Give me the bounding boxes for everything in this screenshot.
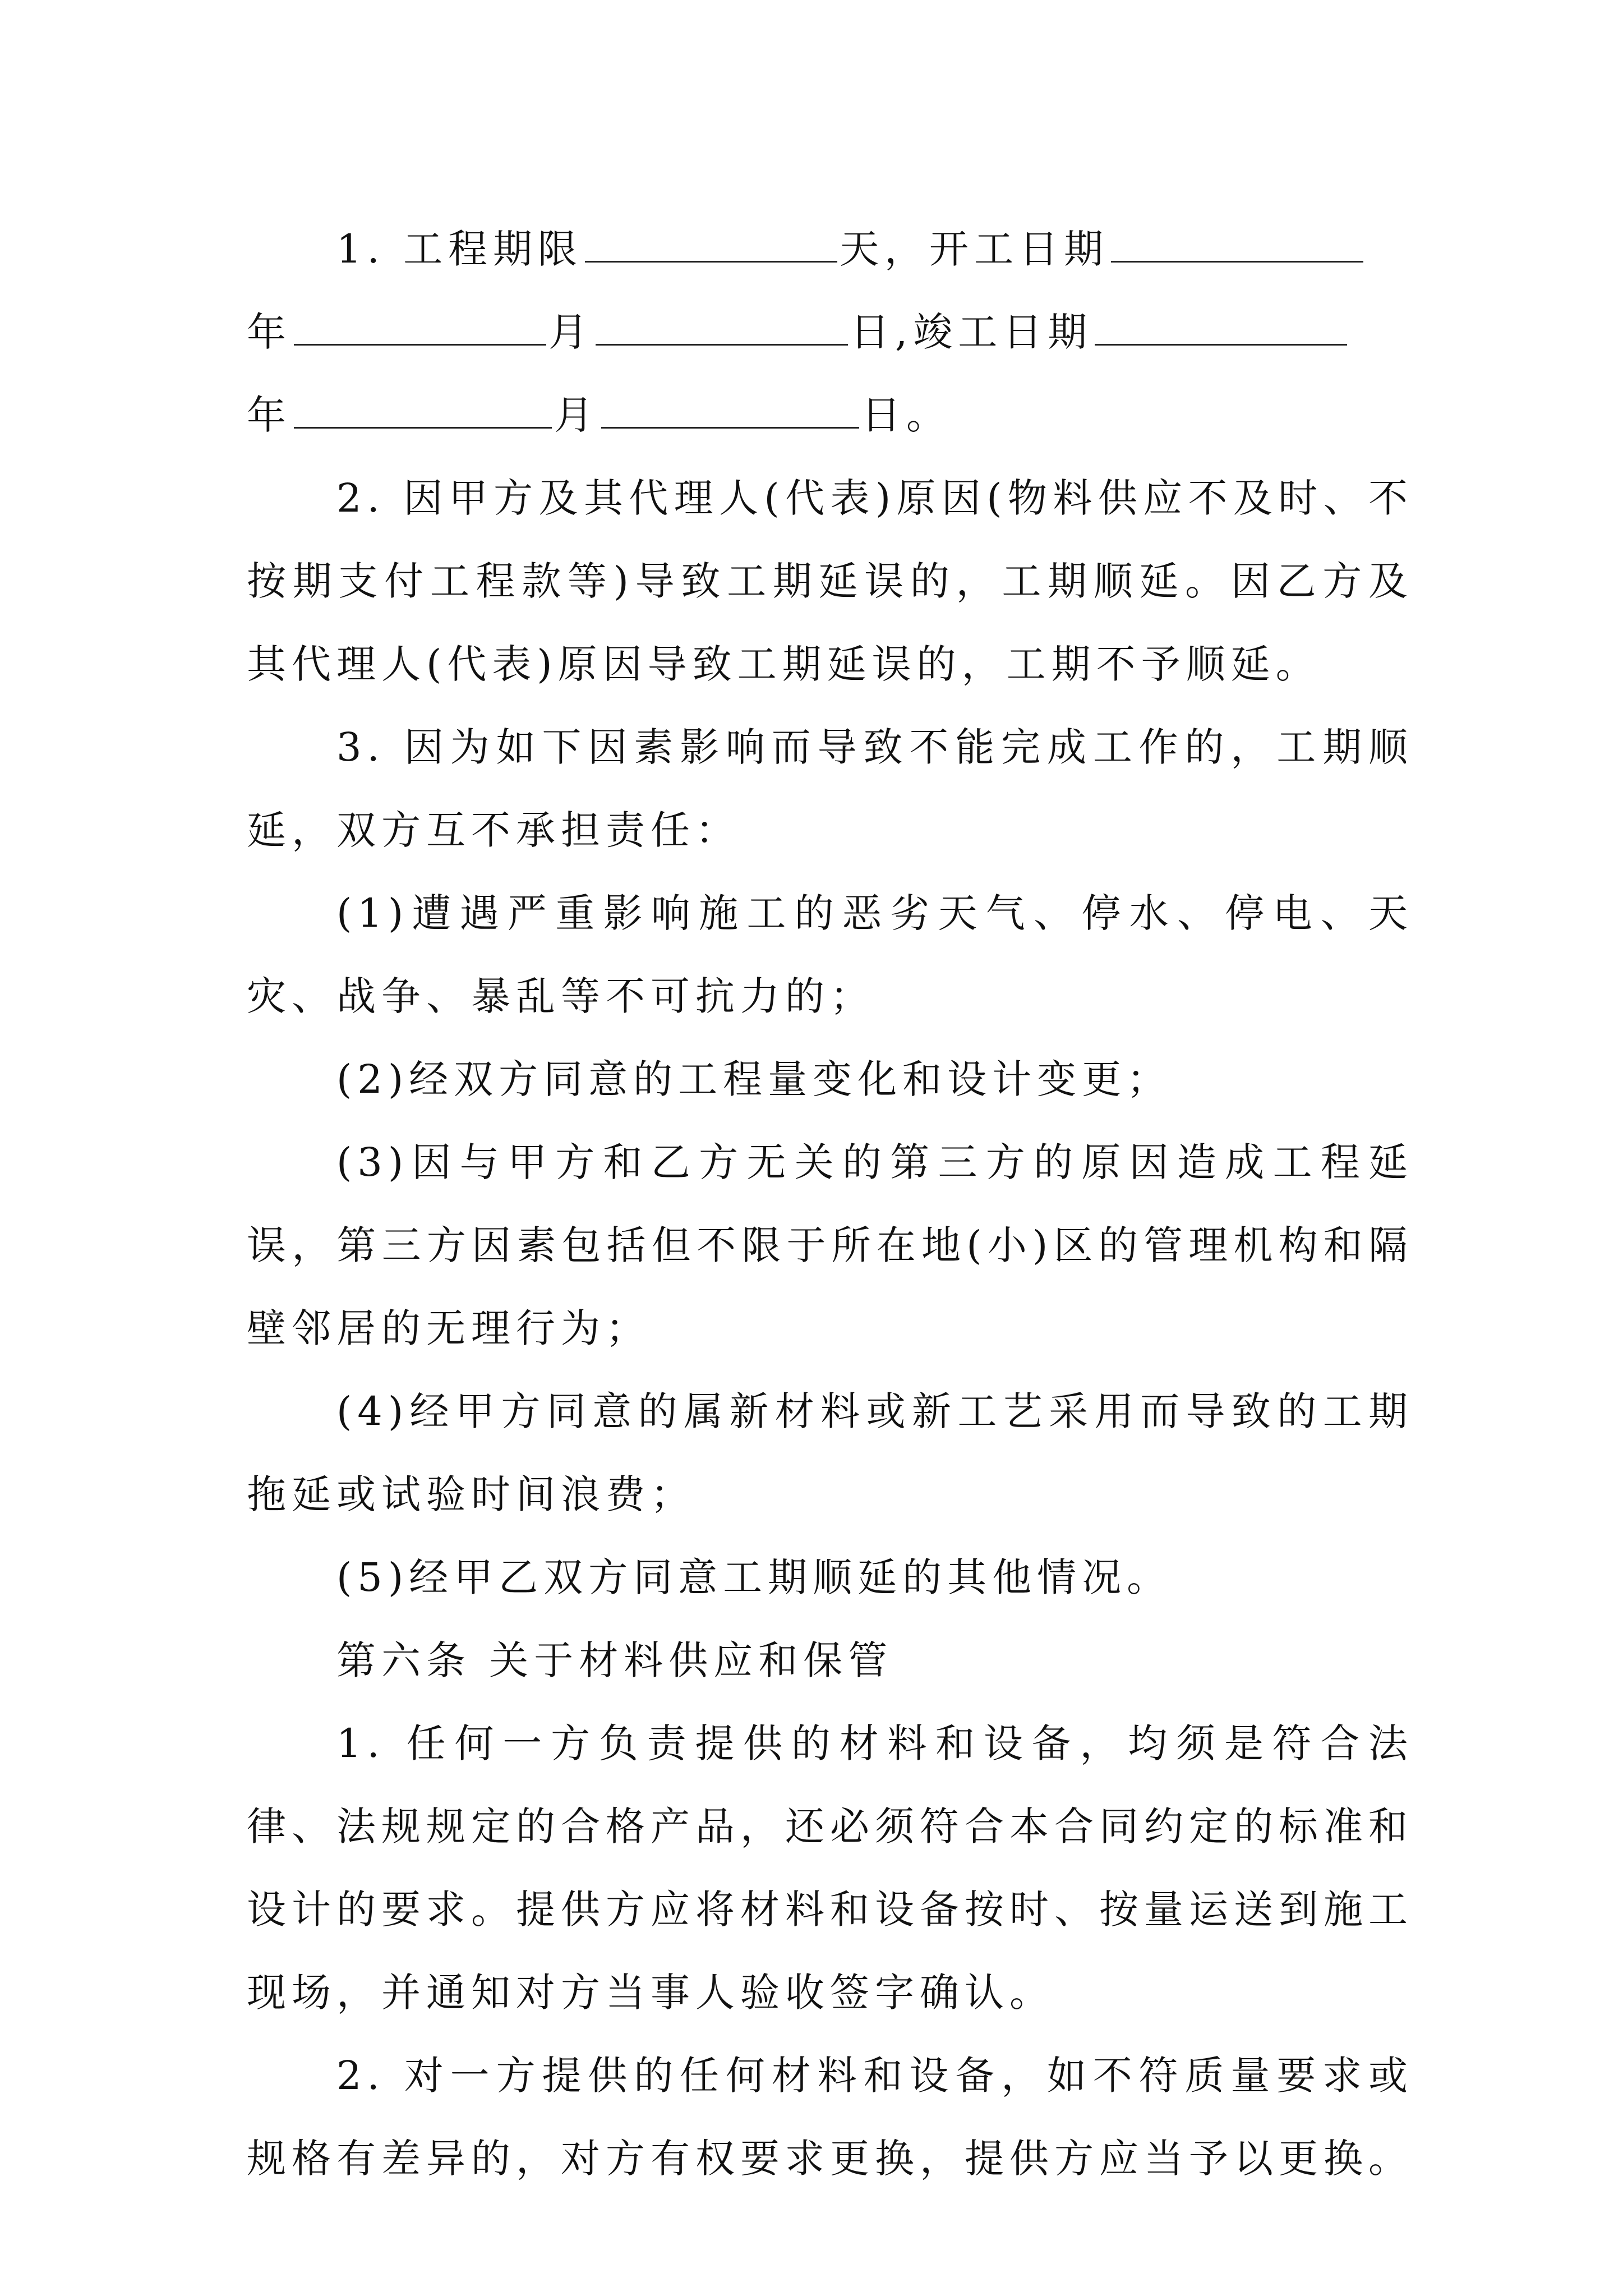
label-year: 年 (247, 392, 292, 438)
label-month: 月 (548, 309, 593, 355)
schedule-line-3 (247, 374, 1413, 457)
paragraph-material-quality: 1. 任何一方负责提供的材料和设备，均须是符合法律、法规规定的合格产品，还必须符合本合同约定的标准和设计的要求。提供方应将材料和设备按时、按量运送到施工现场，并通知对方当事人验收签字确认。 (247, 1720, 1413, 2016)
document-page (247, 208, 1413, 2200)
paragraph-material-replacement: 2. 对一方提供的任何材料和设备，如不符质量要求或规格有差异的，对方有权要求更换，提供方应当予以更换。 (247, 2053, 1413, 2182)
clause-number: 1. (336, 226, 385, 272)
label-year: 年 (247, 309, 292, 355)
label-duration: 工程期限 (403, 226, 583, 272)
blank-completion-month[interactable] (294, 385, 552, 429)
blank-start-month[interactable] (294, 302, 546, 346)
label-start-date: 天，开工日期 (840, 226, 1109, 272)
schedule-clause (247, 208, 1413, 457)
list-item-1: (1)遭遇严重影响施工的恶劣天气、停水、停电、天灾、战争、暴乱等不可抗力的； (247, 890, 1413, 1019)
list-item-3: (3)因与甲方和乙方无关的第三方的原因造成工程延误，第三方因素包括但不限于所在地(小)区的管理机构和隔壁邻居的无理行为； (247, 1139, 1413, 1351)
blank-completion-day[interactable] (601, 385, 859, 429)
blank-completion-year[interactable] (1095, 302, 1347, 346)
article-6-heading: 第六条 关于材料供应和保管 (336, 1637, 893, 1683)
blank-start-year[interactable] (1111, 219, 1363, 263)
list-item-4: (4)经甲方同意的属新材料或新工艺采用而导致的工期拖延或试验时间浪费； (247, 1388, 1413, 1517)
schedule-line-1 (247, 208, 1413, 291)
schedule-line-2 (247, 291, 1413, 374)
blank-duration-days[interactable] (585, 219, 837, 263)
list-item-5: (5)经甲乙双方同意工期顺延的其他情况。 (336, 1554, 1172, 1600)
label-day: 日。 (861, 392, 951, 438)
paragraph-force-majeure: 3. 因为如下因素影响而导致不能完成工作的，工期顺延，双方互不承担责任： (247, 724, 1413, 853)
list-item-2: (2)经双方同意的工程量变化和设计变更； (336, 1056, 1172, 1102)
label-month: 月 (554, 392, 599, 438)
blank-start-day[interactable] (596, 302, 848, 346)
paragraph-delay-responsibility: 2. 因甲方及其代理人(代表)原因(物料供应不及时、不按期支付工程款等)导致工期延误的，工期顺延。因乙方及其代理人(代表)原因导致工期延误的，工期不予顺延。 (247, 475, 1413, 687)
label-completion-date: 日,竣工日期 (850, 309, 1093, 355)
